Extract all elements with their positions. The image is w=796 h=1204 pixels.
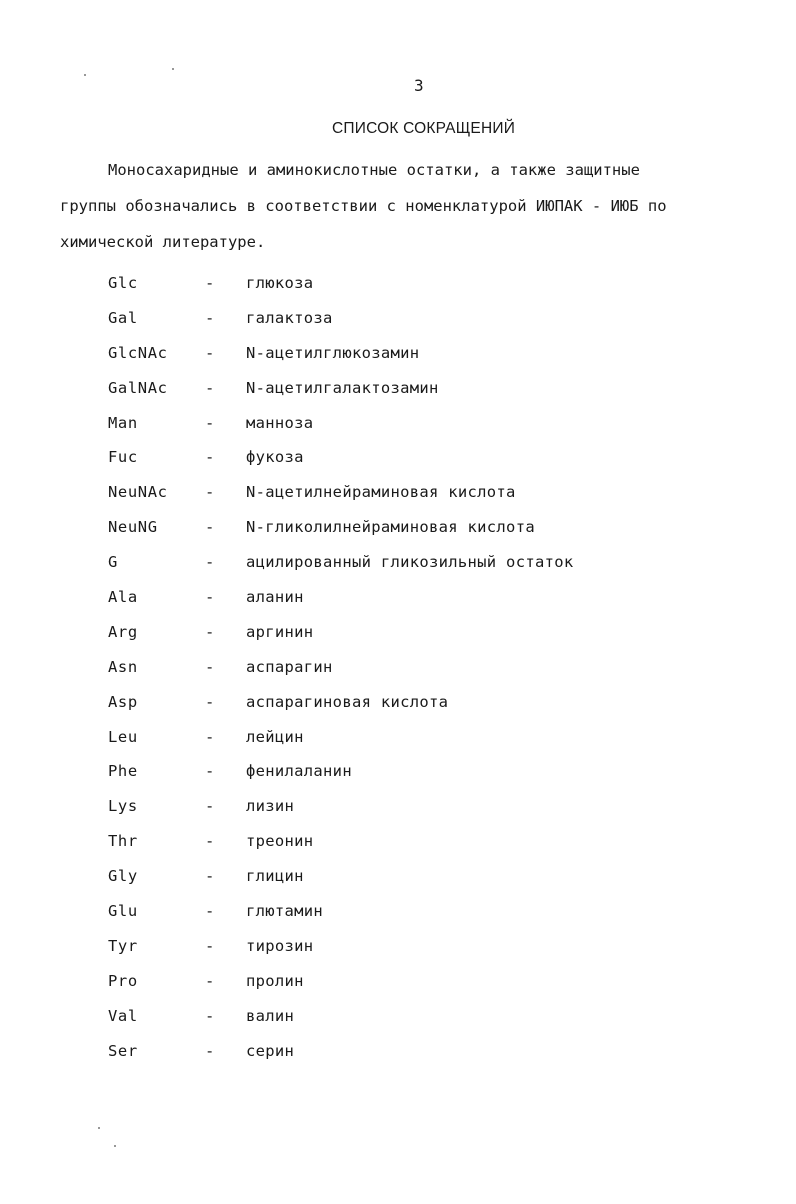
abbreviation-separator: - [205, 518, 215, 537]
abbreviation-code: Lys [108, 797, 138, 816]
abbreviation-separator: - [205, 902, 215, 921]
abbreviation-meaning: манноза [246, 413, 314, 432]
abbreviation-separator: - [205, 797, 215, 816]
abbreviation-meaning: серин [246, 1041, 295, 1060]
abbreviation-meaning: треонин [246, 832, 314, 851]
abbreviation-meaning: глицин [246, 867, 304, 886]
abbreviation-code: Glu [108, 902, 138, 921]
abbreviation-code: Fuc [108, 448, 138, 467]
page-number: 3 [414, 76, 424, 95]
abbreviation-row [0, 444, 796, 479]
scan-speck [172, 68, 174, 70]
abbreviation-row [0, 619, 796, 654]
abbreviation-separator: - [205, 378, 215, 397]
abbreviation-row [0, 968, 796, 1003]
abbreviation-separator: - [205, 727, 215, 746]
abbreviation-meaning: аспарагин [246, 657, 333, 676]
abbreviation-row [0, 758, 796, 793]
abbreviation-row [0, 863, 796, 898]
abbreviation-code: Glc [108, 274, 138, 292]
abbreviation-code: Arg [108, 622, 138, 641]
abbreviation-separator: - [205, 588, 215, 607]
abbreviation-row [0, 270, 796, 305]
abbreviation-meaning: лейцин [246, 727, 304, 746]
abbreviation-row [0, 793, 796, 828]
abbreviation-row [0, 514, 796, 549]
abbreviation-meaning: аргинин [246, 622, 314, 641]
abbreviation-row [0, 549, 796, 584]
abbreviation-code: GlcNAc [108, 343, 168, 362]
scan-speck [98, 1127, 100, 1129]
abbreviation-separator: - [205, 657, 215, 676]
abbreviation-code: Ser [108, 1041, 138, 1060]
abbreviation-row [0, 479, 796, 514]
abbreviation-row [0, 375, 796, 410]
abbreviation-meaning: галактоза [246, 308, 333, 327]
abbreviation-code: G [108, 553, 118, 572]
abbreviation-separator: - [205, 448, 215, 467]
abbreviation-meaning: N-ацетилнейраминовая кислота [246, 483, 516, 502]
abbreviation-row [0, 1003, 796, 1038]
abbreviation-row [0, 689, 796, 724]
scan-speck [114, 1145, 116, 1147]
abbreviation-row [0, 828, 796, 863]
abbreviation-row [0, 584, 796, 619]
abbreviation-meaning: аспарагиновая кислота [246, 692, 449, 711]
abbreviation-code: Gal [108, 308, 138, 327]
abbreviation-separator: - [205, 971, 215, 990]
abbreviation-meaning: валин [246, 1006, 295, 1025]
abbreviation-separator: - [205, 343, 215, 362]
abbreviation-row [0, 898, 796, 933]
abbreviation-code: Leu [108, 727, 138, 746]
abbreviation-separator: - [205, 867, 215, 886]
abbreviation-separator: - [205, 622, 215, 641]
intro-line: химической литературе. [60, 233, 266, 251]
abbreviation-meaning: N-ацетилглюкозамин [246, 343, 420, 362]
abbreviation-meaning: тирозин [246, 936, 314, 955]
abbreviation-meaning: лизин [246, 797, 295, 816]
abbreviation-separator: - [205, 1006, 215, 1025]
scan-speck [84, 74, 86, 76]
abbreviation-separator: - [205, 308, 215, 327]
abbreviation-code: Asn [108, 657, 138, 676]
abbreviation-meaning: аланин [246, 588, 304, 607]
abbreviation-row [0, 410, 796, 445]
abbreviation-code: Val [108, 1006, 138, 1025]
abbreviation-meaning: N-ацетилгалактозамин [246, 378, 439, 397]
abbreviation-meaning: глютамин [246, 902, 324, 921]
abbreviation-list [0, 270, 796, 1072]
abbreviation-separator: - [205, 483, 215, 502]
abbreviation-meaning: ацилированный гликозильный остаток [246, 553, 574, 572]
intro-line: Моносахаридные и аминокислотные остатки, а также защитные [108, 161, 640, 179]
abbreviation-code: Asp [108, 692, 138, 711]
abbreviation-separator: - [205, 413, 215, 432]
abbreviation-meaning: глюкоза [246, 274, 314, 292]
abbreviation-separator: - [205, 832, 215, 851]
abbreviation-code: Pro [108, 971, 138, 990]
abbreviation-separator: - [205, 692, 215, 711]
abbreviation-meaning: пролин [246, 971, 304, 990]
abbreviation-row [0, 933, 796, 968]
abbreviation-code: Gly [108, 867, 138, 886]
abbreviation-code: Ala [108, 588, 138, 607]
page-title: СПИСОК СОКРАЩЕНИЙ [332, 120, 516, 137]
abbreviation-code: GalNAc [108, 378, 168, 397]
abbreviation-code: Thr [108, 832, 138, 851]
abbreviation-code: NeuNG [108, 518, 158, 537]
abbreviation-code: Phe [108, 762, 138, 781]
abbreviation-row [0, 1038, 796, 1073]
abbreviation-code: NeuNAc [108, 483, 168, 502]
abbreviation-code: Tyr [108, 936, 138, 955]
abbreviation-meaning: фукоза [246, 448, 304, 467]
abbreviation-meaning: N-гликолилнейраминовая кислота [246, 518, 535, 537]
intro-paragraph [60, 152, 750, 260]
abbreviation-row [0, 340, 796, 375]
abbreviation-code: Man [108, 413, 138, 432]
intro-line: группы обозначались в соответствии с номенклатурой ИЮПАК - ИЮБ по [60, 197, 667, 215]
abbreviation-separator: - [205, 274, 215, 292]
abbreviation-separator: - [205, 762, 215, 781]
abbreviation-separator: - [205, 553, 215, 572]
abbreviation-meaning: фенилаланин [246, 762, 352, 781]
abbreviation-row [0, 724, 796, 759]
abbreviation-row [0, 305, 796, 340]
abbreviation-separator: - [205, 936, 215, 955]
abbreviation-row [0, 654, 796, 689]
abbreviation-separator: - [205, 1041, 215, 1060]
